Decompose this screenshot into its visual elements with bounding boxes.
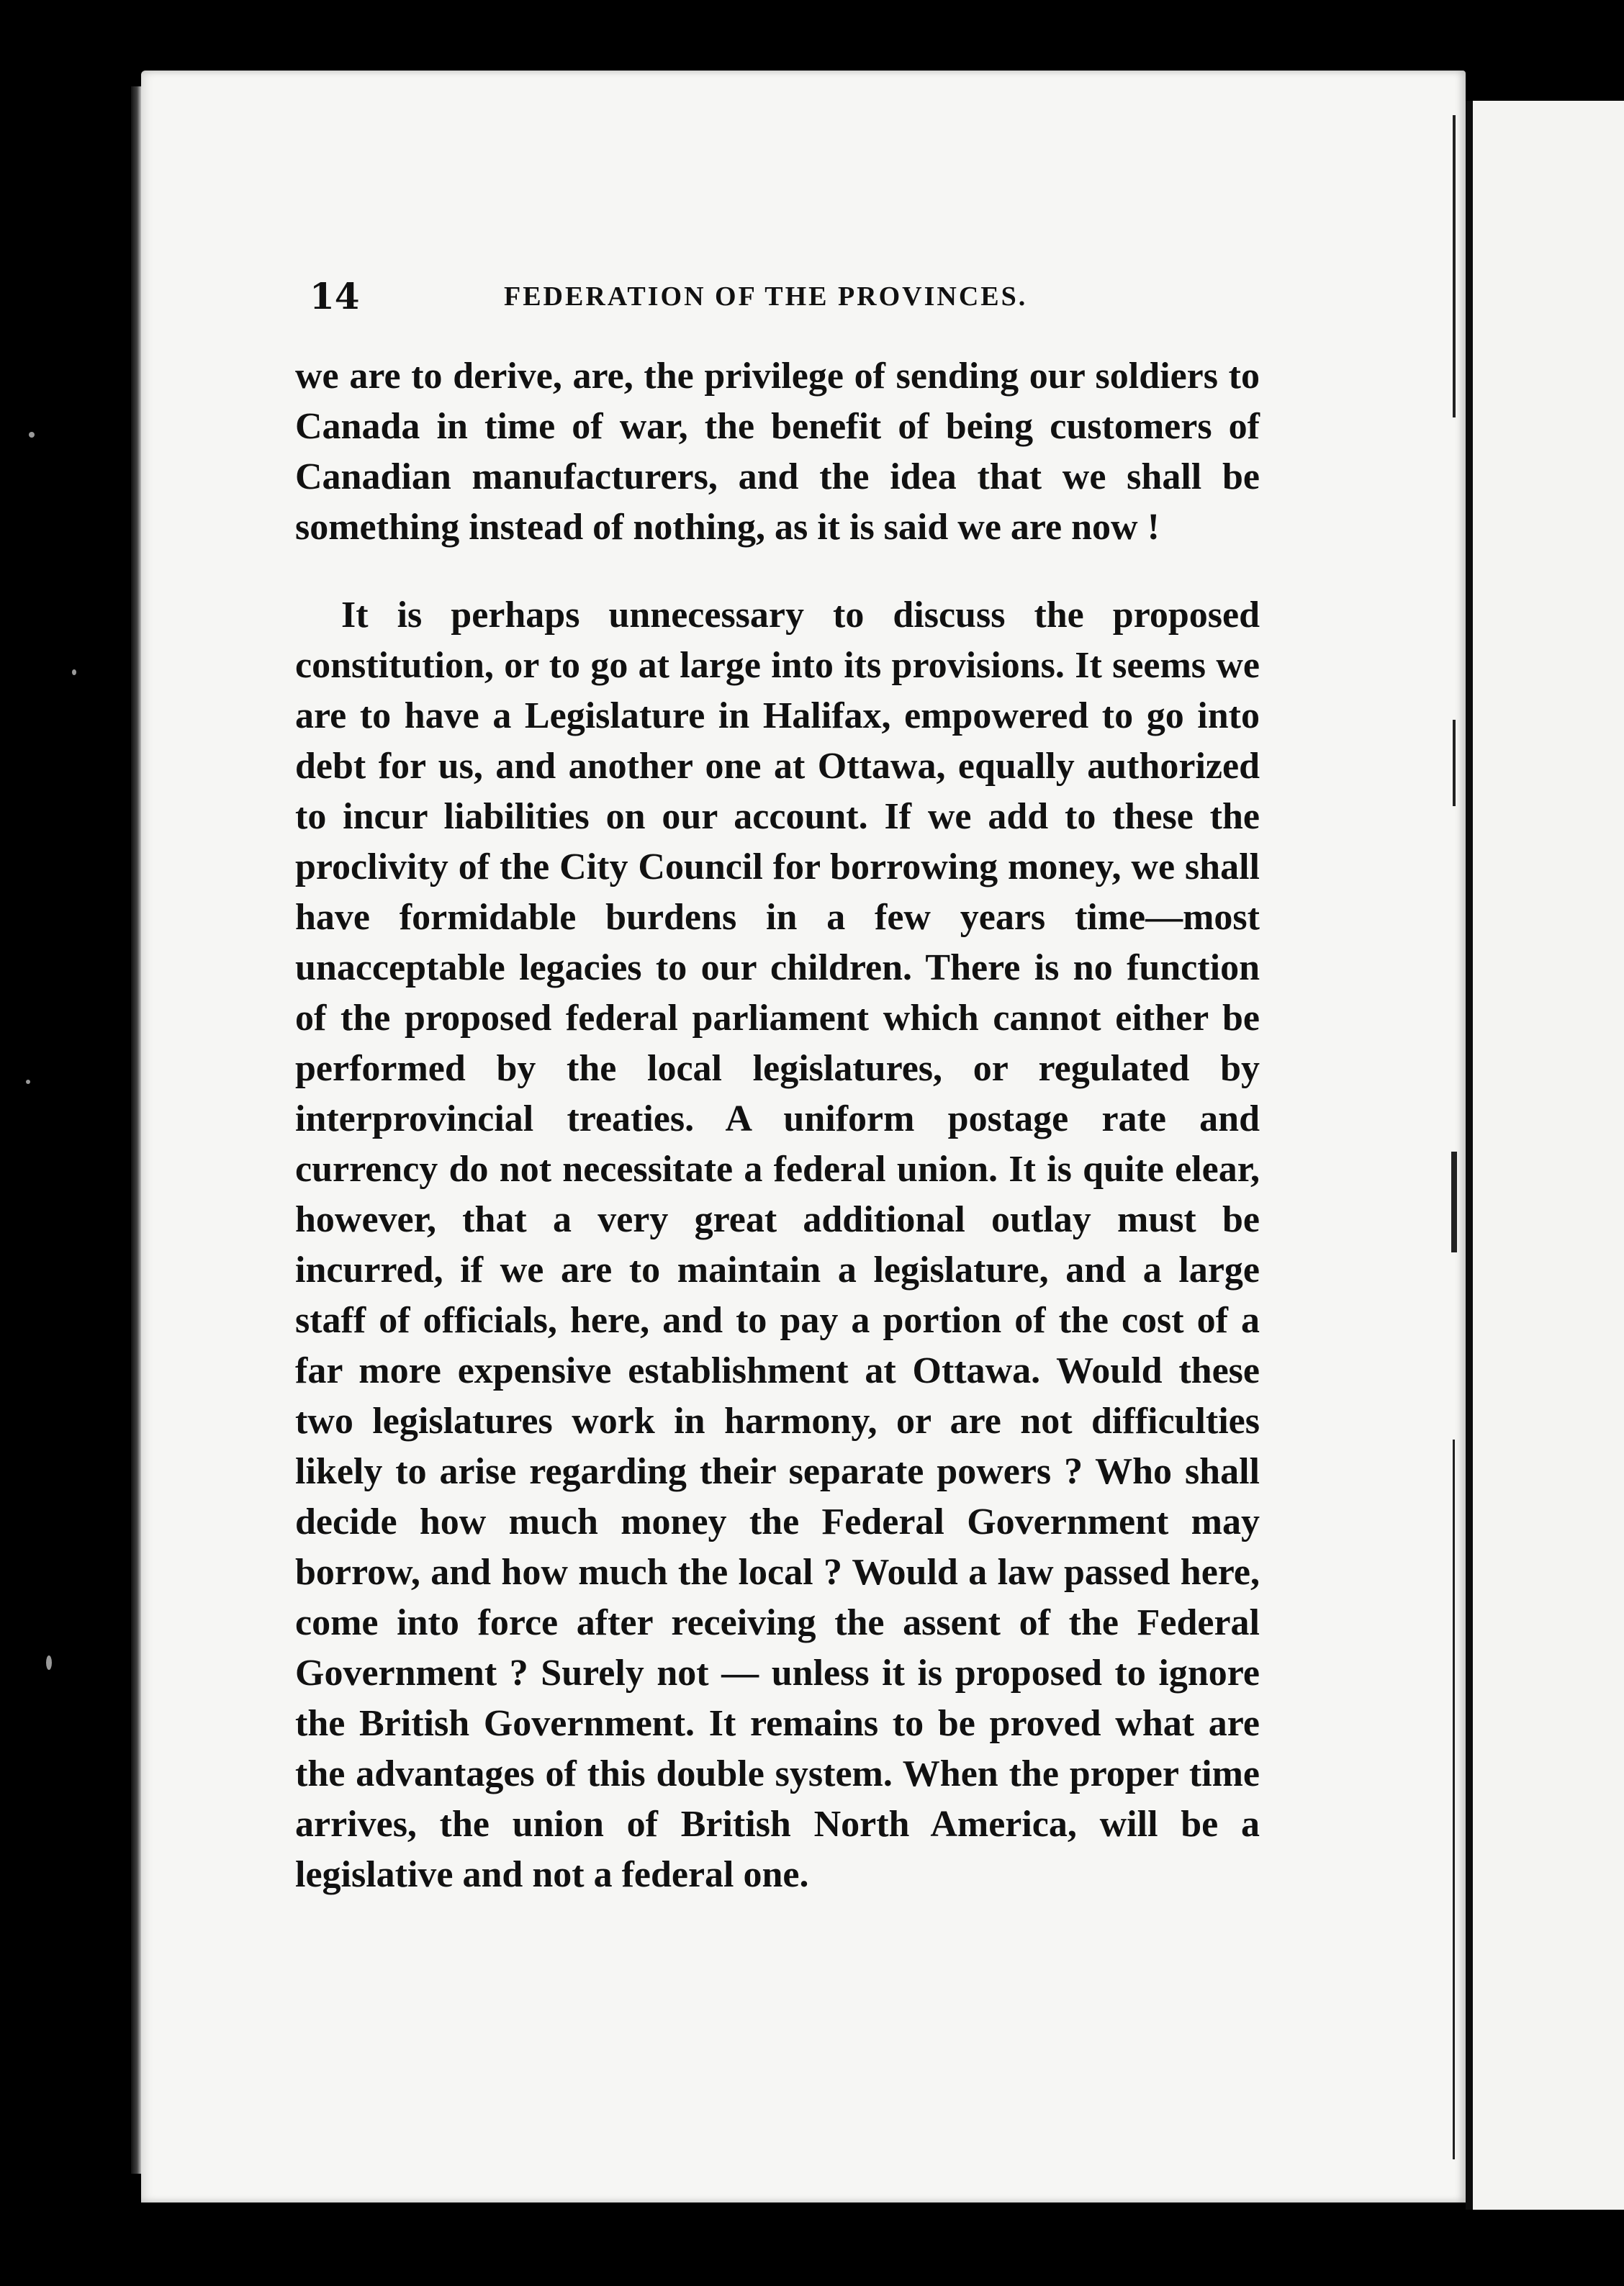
- scan-speck: [29, 432, 35, 438]
- facing-page-mark: [1451, 1152, 1457, 1252]
- facing-page-mark: [1453, 1440, 1455, 2159]
- page-header: [310, 275, 1260, 325]
- paragraph: we are to derive, are, the privilege of sending our soldiers to Canada in time of war, the benefit of being customers of Canadian manufacturers, and the idea that we shall be something instead of nothing, as it is said we are now !: [295, 356, 1260, 548]
- running-head: FEDERATION OF THE PROVINCES.: [504, 281, 1028, 312]
- facing-page-edge: [1466, 101, 1624, 2210]
- scan-speck: [26, 1080, 30, 1084]
- body-text: [295, 351, 1260, 1900]
- facing-page-mark: [1453, 720, 1456, 806]
- page-left-edge: [131, 86, 141, 2174]
- facing-page-mark: [1453, 115, 1456, 417]
- scan-speck: [72, 669, 76, 675]
- paragraph: It is perhaps unnecessary to discuss the proposed constitution, or to go at large into its provisions. It seems we are to have a Legislature in Halifax, empowered to go into debt for us, and another one at Ottawa, equally authorized to incur liabilities on our account. If we add to these the proclivity of the City Council for borrowing money, we shall have formidable burdens in a few years time—most unacceptable legacies to our children. There is no function of the proposed federal parliament which cannot either be performed by the local legislatures, or regulated by interprovincial treaties. A uniform postage rate and currency do not necessitate a federal union. It is quite elear, however, that a very great additional outlay must be incurred, if we are to maintain a legislature, and a large staff of officials, here, and to pay a portion of the cost of a far more expensive establishment at Ottawa. Would these two legislatures work in harmony, or are not difficulties likely to arise regarding their separate powers ? Who shall decide how much money the Federal Government may borrow, and how much the local ? Would a law passed here, come into force after receiving the assent of the Federal Government ? Surely not — unless it is proposed to ignore the British Government. It remains to be proved what are the advantages of this double system. When the proper time arrives, the union of British North America, will be a legislative and not a federal one.: [295, 595, 1260, 1895]
- page-number: 14: [310, 275, 360, 317]
- scan-speck: [46, 1655, 52, 1670]
